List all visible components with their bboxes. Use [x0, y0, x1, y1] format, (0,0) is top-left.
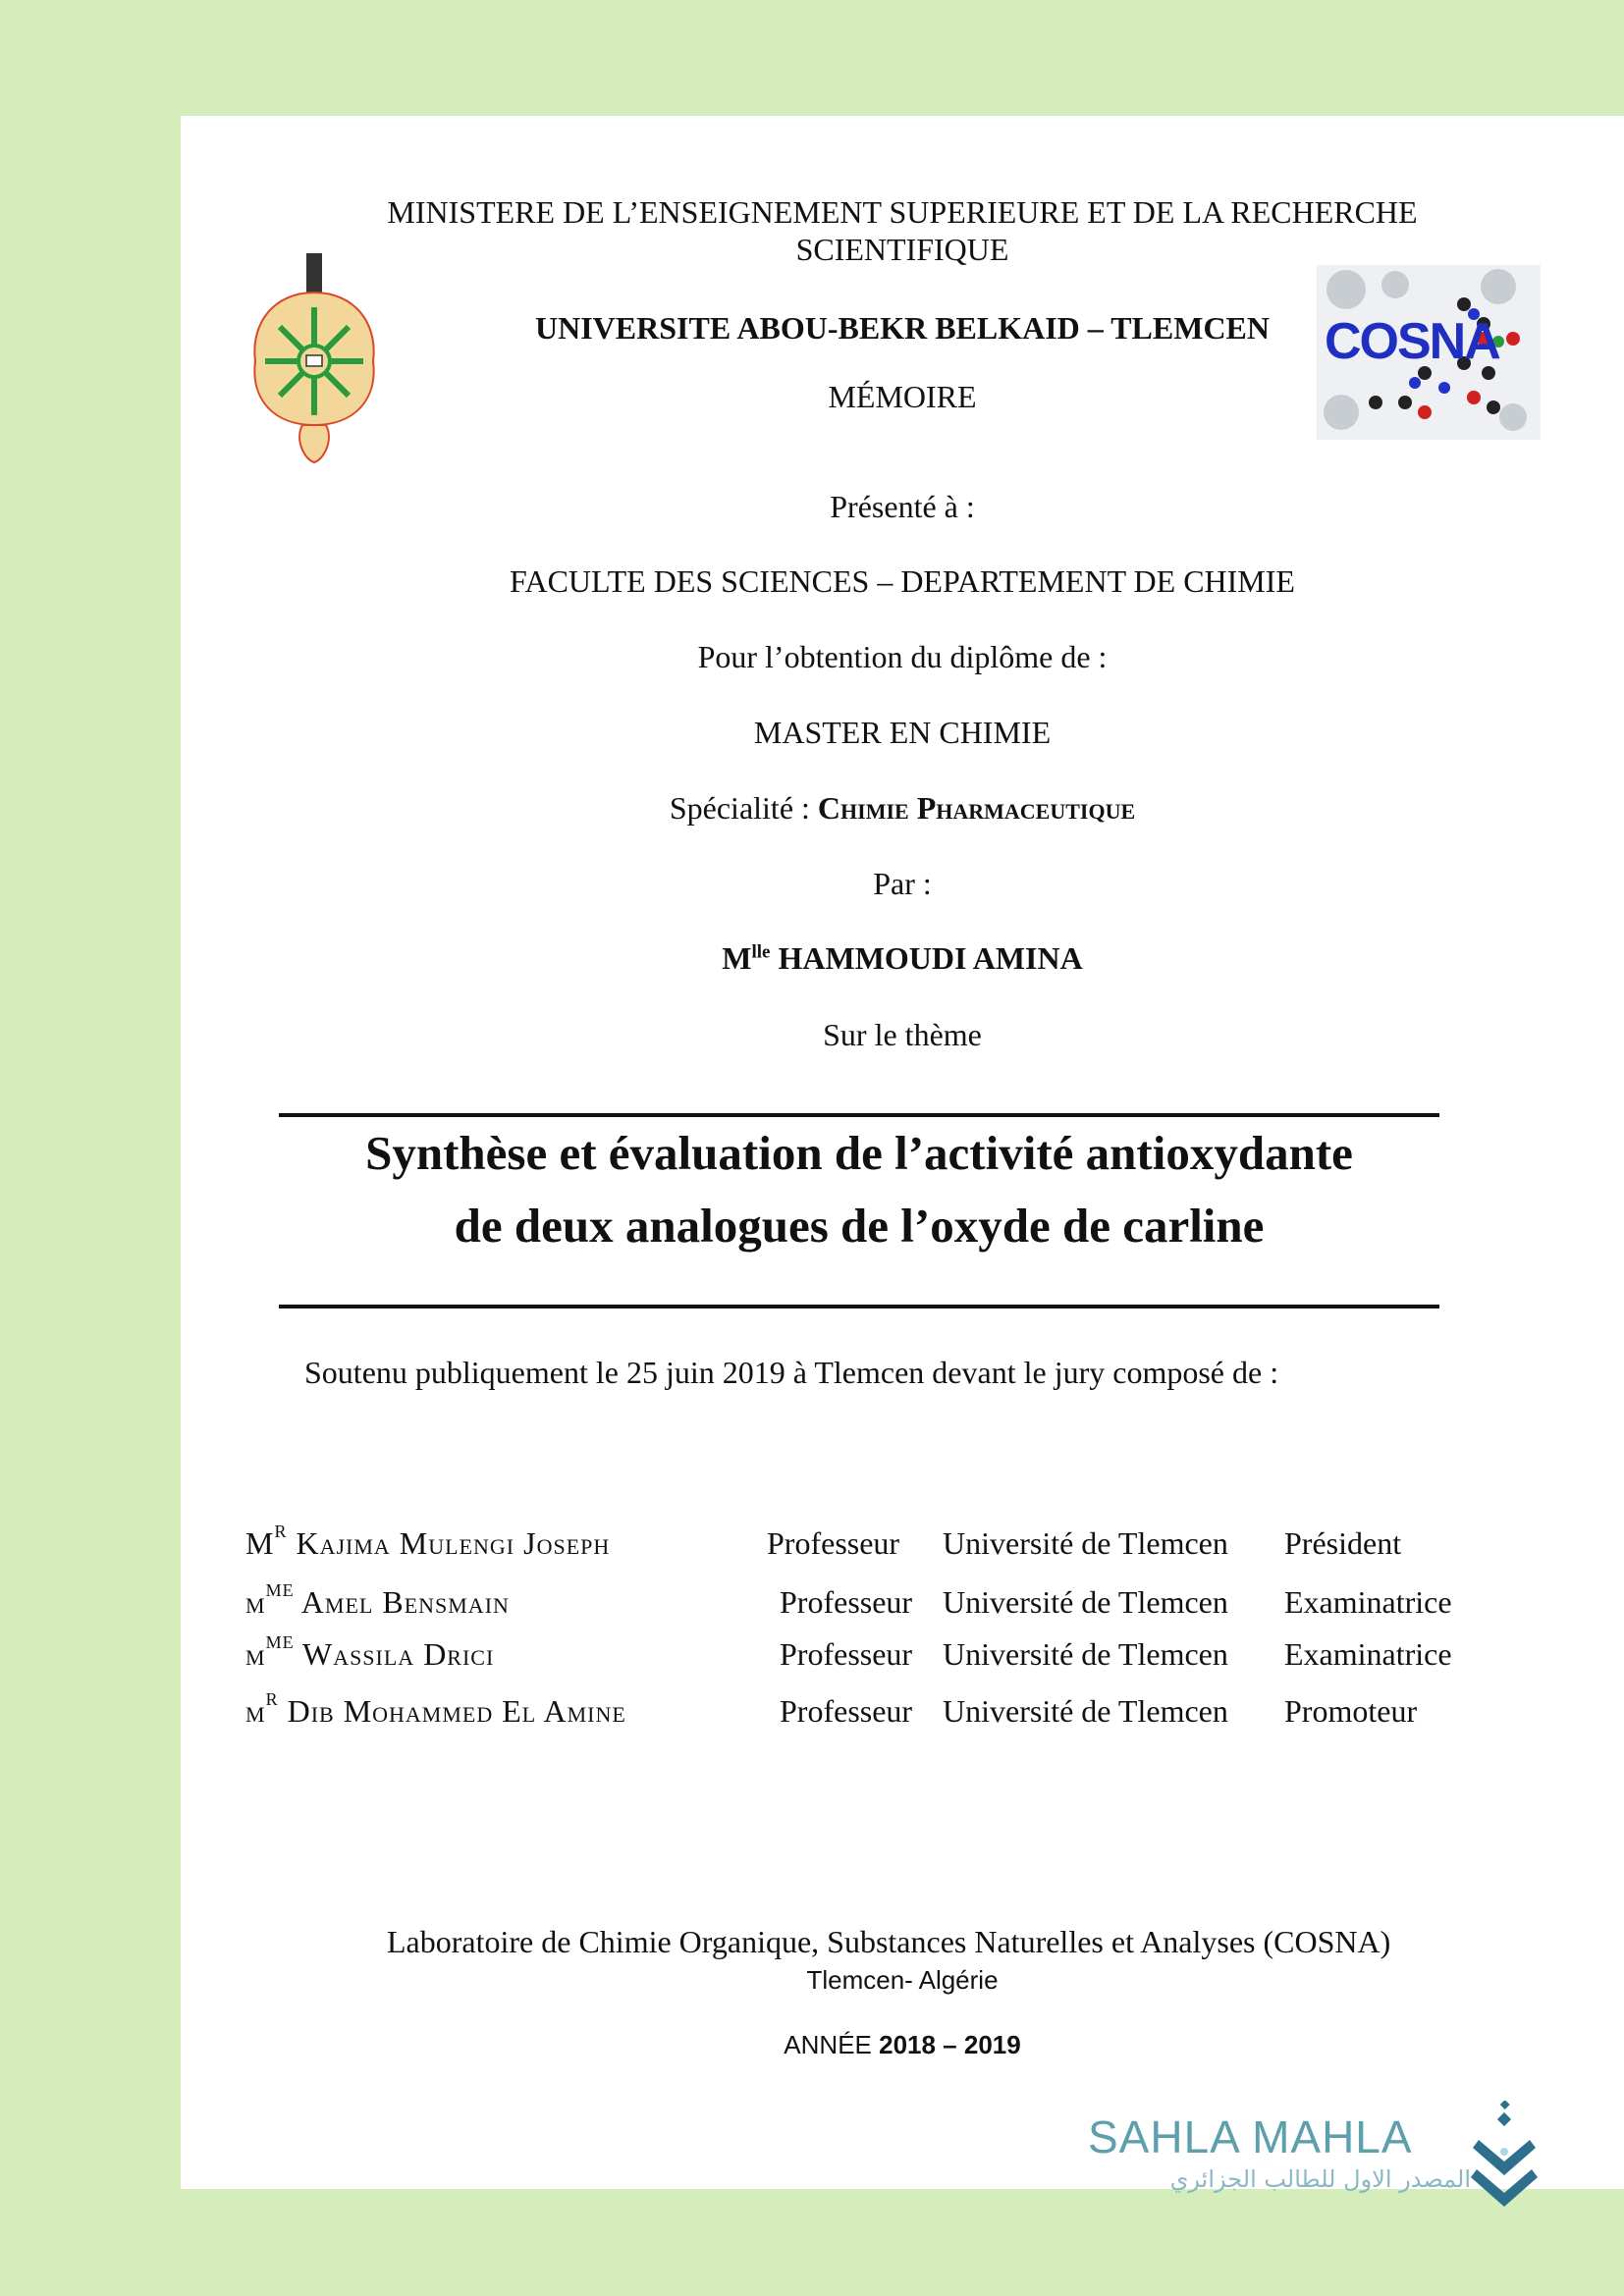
jury-institution: Université de Tlemcen	[943, 1636, 1228, 1672]
jury-institution: Université de Tlemcen	[943, 1693, 1228, 1729]
jury-name: $m^R$ Dib Mohammed El Amine	[245, 1689, 626, 1729]
document-type: MÉMOIRE	[828, 379, 977, 414]
jury-rank: Professeur	[767, 1525, 900, 1561]
jury-role: Examinatrice	[1284, 1584, 1452, 1620]
university-emblem-icon	[245, 253, 383, 464]
jury-rank: Professeur	[780, 1636, 913, 1672]
ministry-line-1: MINISTERE DE L’ENSEIGNEMENT SUPERIEURE ET DE LA RECHERCHE	[387, 194, 1418, 230]
jury-row	[245, 1632, 1620, 1676]
jury-institution: Université de Tlemcen	[943, 1525, 1228, 1561]
university-name: UNIVERSITE ABOU-BEKR BELKAID – TLEMCEN	[534, 310, 1270, 346]
jury-role: Examinatrice	[1284, 1636, 1452, 1672]
jury-name: $m^{ME}$ Amel Bensmain	[245, 1580, 510, 1620]
year-label: ANNÉE	[784, 2030, 880, 2059]
defense-statement: Soutenu publiquement le 25 juin 2019 à Tlemcen devant le jury composé de :	[304, 1355, 1279, 1390]
sahla-mahla-calligraphy-icon	[1471, 2101, 1540, 2209]
watermark-brand: SAHLA MAHLA	[1088, 2111, 1413, 2163]
degree-intro: Pour l’obtention du diplôme de :	[697, 639, 1108, 674]
jury-role: Président	[1284, 1525, 1402, 1561]
thesis-title-line-1: Synthèse et évaluation de l’activité antioxydante	[365, 1126, 1353, 1180]
year-value: 2018 – 2019	[879, 2030, 1021, 2059]
watermark-tagline: المصدر الاول للطالب الجزائري	[1169, 2165, 1471, 2193]
author-name: HAMMOUDI AMINA	[778, 940, 1083, 976]
jury-name: $M^R$ Kajima Mulengi Joseph	[245, 1522, 611, 1561]
jury-row	[245, 1689, 1620, 1733]
degree: MASTER EN CHIMIE	[753, 715, 1052, 750]
author	[181, 940, 1624, 977]
theme-intro: Sur le thème	[823, 1017, 982, 1052]
academic-year	[181, 2030, 1624, 2060]
faculty: FACULTE DES SCIENCES – DEPARTEMENT DE CHIMIE	[510, 563, 1295, 599]
speciality	[181, 790, 1624, 827]
jury-row	[245, 1522, 1620, 1565]
cosna-logo-text: COSNA	[1325, 313, 1499, 370]
presented-to: Présenté à :	[830, 489, 975, 524]
by-label: Par :	[873, 866, 932, 901]
jury-rank: Professeur	[780, 1584, 913, 1620]
author-title: M	[722, 940, 752, 976]
author-title-sup: lle	[751, 941, 771, 963]
title-top-rule	[279, 1113, 1439, 1117]
jury-rank: Professeur	[780, 1693, 913, 1729]
jury-row	[245, 1580, 1620, 1624]
document-page	[181, 116, 1624, 2189]
title-bottom-rule	[279, 1305, 1439, 1308]
ministry-line-2: SCIENTIFIQUE	[795, 232, 1009, 267]
speciality-value: Chimie Pharmaceutique	[817, 790, 1136, 826]
jury-role: Promoteur	[1284, 1693, 1418, 1729]
lab-name: Laboratoire de Chimie Organique, Substances Naturelles et Analyses (COSNA)	[387, 1924, 1391, 1959]
jury-institution: Université de Tlemcen	[943, 1584, 1228, 1620]
jury-name: $m^{ME}$ Wassila Drici	[245, 1632, 495, 1672]
speciality-label: Spécialité :	[669, 790, 818, 826]
sahla-mahla-watermark	[1088, 2110, 1520, 2209]
lab-location: Tlemcen- Algérie	[806, 1965, 999, 1995]
thesis-title-line-2: de deux analogues de l’oxyde de carline	[454, 1199, 1265, 1253]
